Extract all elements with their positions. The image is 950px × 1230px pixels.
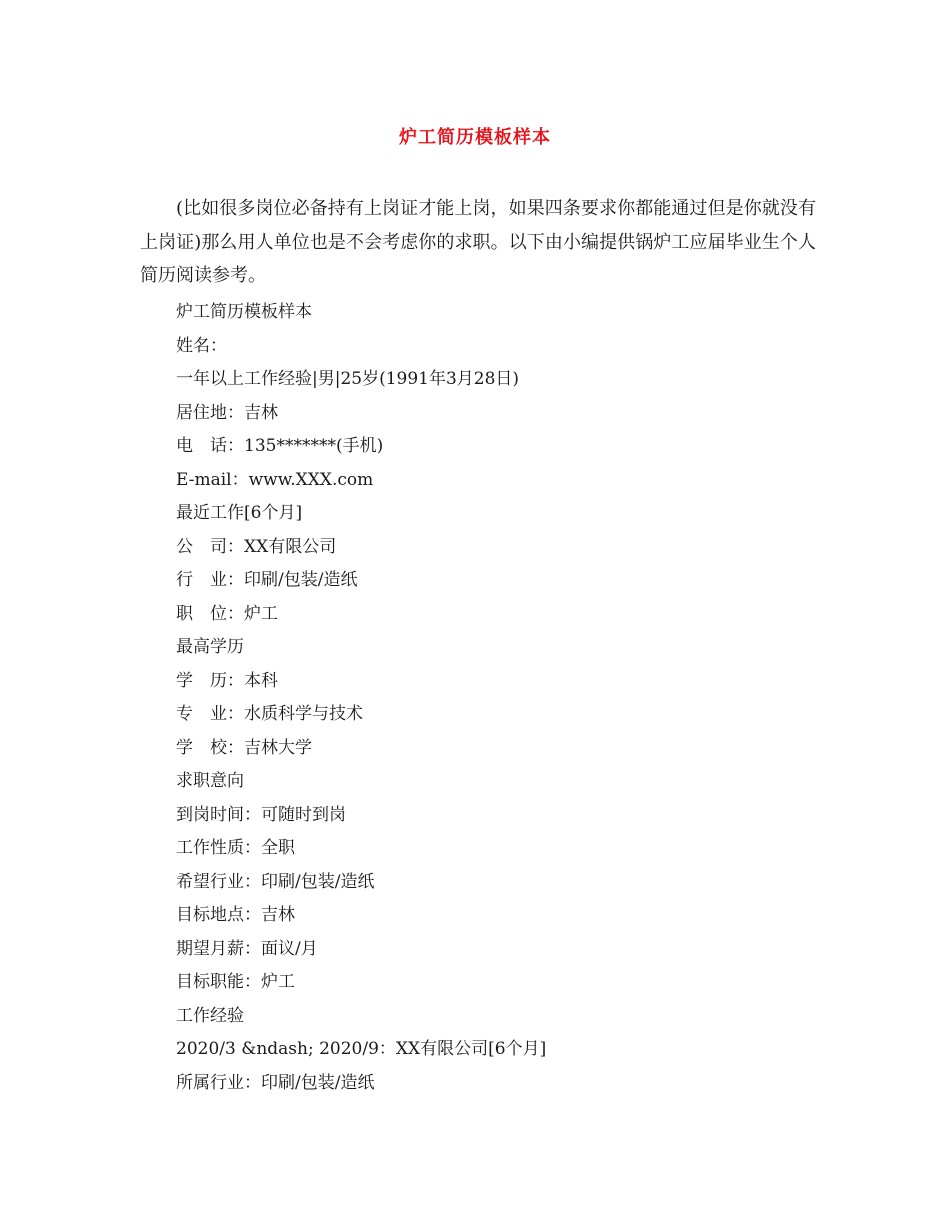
resume-line: 希望行业：印刷/包装/造纸 [176,871,375,892]
intro-paragraph: (比如很多岗位必备持有上岗证才能上岗，如果四条要求你都能通过但是你就没有上岗证)那么用人单位也是不会考虑你的求职。以下由小编提供锅炉工应届毕业生个人简历阅读参考。 [140,198,816,286]
resume-line: 工作性质：全职 [176,838,295,858]
resume-line: 最高学历 [176,637,244,657]
resume-line: 2020/3 &ndash; 2020/9：XX有限公司[6个月] [176,1039,547,1059]
resume-line: 所属行业：印刷/包装/造纸 [176,1072,375,1093]
resume-line: 公 司：XX有限公司 [176,536,337,557]
resume-line: 居住地：吉林 [176,402,278,423]
resume-line: 到岗时间：可随时到岗 [176,804,346,825]
document-title: 炉工简历模板样本 [399,127,551,148]
resume-line: 电 话：135*******(手机) [176,436,384,456]
resume-line: E-mail：www.XXX.com [176,469,374,490]
resume-line: 目标职能：炉工 [176,972,295,992]
resume-lines [176,296,546,1100]
resume-line: 姓名： [176,335,227,356]
resume-line: 工作经验 [176,1005,244,1026]
resume-line: 学 校：吉林大学 [176,737,312,758]
resume-line: 专 业：水质科学与技术 [176,704,363,724]
resume-line: 一年以上工作经验|男|25岁(1991年3月28日) [176,369,520,389]
resume-line: 求职意向 [176,771,244,791]
resume-line: 学 历：本科 [176,670,278,691]
resume-line: 职 位：炉工 [176,603,278,624]
resume-line: 期望月薪：面议/月 [176,938,318,959]
resume-line: 炉工简历模板样本 [176,302,312,322]
resume-line: 行 业：印刷/包装/造纸 [176,570,358,590]
resume-line: 最近工作[6个月] [176,503,303,523]
resume-line: 目标地点：吉林 [176,905,295,925]
